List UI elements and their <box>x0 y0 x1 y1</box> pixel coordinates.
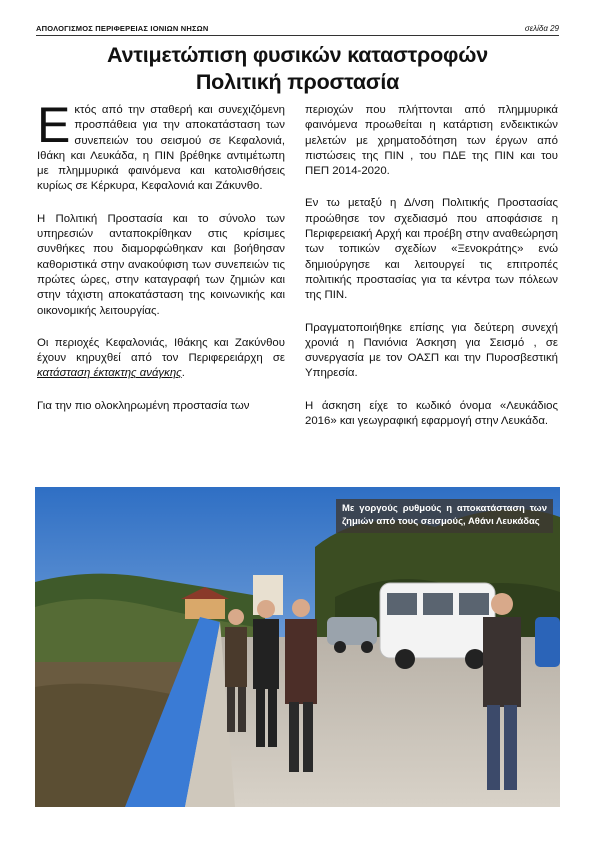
title-line-1: Αντιμετώπιση φυσικών καταστροφών <box>107 43 488 67</box>
left-paragraph-2: Η Πολιτική Προστασία και το σύνολο των υπηρεσιών ανταποκρίθηκαν στις κρίσιμες συνθήκες που διαμορφώθηκαν και βοήθησαν καθοριστικά στην ανακούφιση των συνεπειών τις πρώτες ώρες, στην καταγραφή των ζημιών και στην τάχιστη αποκατάσταση της κοινωνικής και οικονομικής λειτουργίας. <box>37 212 285 317</box>
left-column <box>37 97 285 431</box>
running-header <box>36 22 559 36</box>
right-column <box>305 103 558 446</box>
drop-cap: Ε <box>37 97 71 153</box>
left-paragraph-4: Για την πιο ολοκληρωμένη προστασία των <box>37 399 250 412</box>
right-paragraph-1: περιοχών που πλήττονται από πλημμυρικά φαινόμενα προωθείται η κατάρτιση ενδεικτικών μελετών με χρηματοδότηση των έργων από πιστώσεις της ΠΙΝ , του ΠΔΕ της ΠΙΝ και του ΠΕΠ 2014-2020. <box>305 104 558 178</box>
left-paragraph-3-end: . <box>181 367 185 380</box>
page-number: σελίδα 29 <box>524 24 559 33</box>
header-rule <box>36 35 559 36</box>
title-line-2: Πολιτική προστασία <box>195 70 400 94</box>
right-paragraph-3: Πραγματοποιήθηκε επίσης για δεύτερη συνεχή χρονιά η Πανιόνια Άσκηση για Σεισμό , σε συνεργασία με τον ΟΑΣΠ και την Πυροσβεστική Υπηρεσία. <box>305 321 558 380</box>
emergency-state-link[interactable]: κατάσταση έκτακτης ανάγκης <box>37 367 182 380</box>
site-photo-illustration <box>35 487 560 807</box>
left-paragraph-3 <box>37 336 285 382</box>
left-paragraph-3-text: Οι περιοχές Κεφαλονιάς, Ιθάκης και Ζακύνθου έχουν κηρυχθεί από τον Περιφερειάρχη σε <box>37 336 285 365</box>
right-paragraph-2: Εν τω μεταξύ η Δ/νση Πολιτικής Προστασίας προώθησε τον σχεδιασμό που αποφάσισε η Περιφερειακή Αρχή και προέβη στην αναθεώρηση των τοπικών σχεδίων «Ξενοκράτης» ενώ δημιούργησε και λειτουργεί τις επιτροπές πολιτικής προστασίας για τα κέντρα των πόλεων της ΠΙΝ. <box>305 197 558 302</box>
site-photo <box>35 487 560 807</box>
publication-name: ΑΠΟΛΟΓΙΣΜΟΣ ΠΕΡΙΦΕΡΕΙΑΣ ΙΟΝΙΩΝ ΝΗΣΩΝ <box>36 24 209 33</box>
page-title <box>36 42 559 96</box>
right-paragraph-4: Η άσκηση είχε το κωδικό όνομα «Λευκάδιος 2016» και γεωγραφική εφαρμογή στην Λευκάδα. <box>305 399 558 428</box>
photo-caption: Με γοργούς ρυθμούς η αποκατάσταση των ζημιών από τους σεισμούς, Αθάνι Λευκάδας <box>336 499 553 533</box>
left-paragraph-1 <box>37 97 285 195</box>
left-paragraph-1-text: κτός από την σταθερή και συνεχιζόμενη προσπάθεια για την αποκατάσταση των συνεπειών του σεισμού σε Κεφαλονιά, Ιθάκη και Λευκάδα, η ΠΙΝ βρέθηκε αντιμέτωπη με πλημμυρικά φαινόμενα και κατολισθήσεις κυρίως σε Κέρκυρα, Κεφαλονιά και Ζάκυνθο. <box>37 104 285 193</box>
